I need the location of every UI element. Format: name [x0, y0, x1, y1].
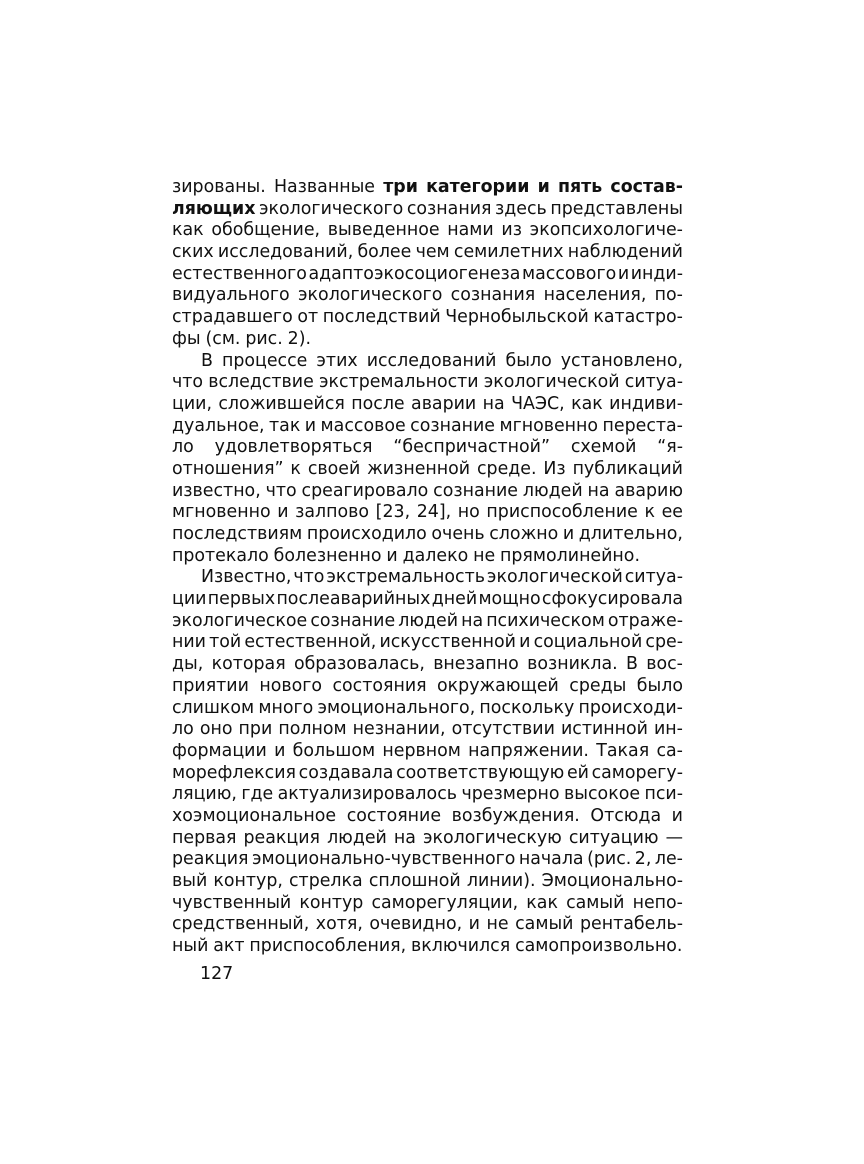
word: исследований [366, 350, 497, 371]
text-line [172, 264, 683, 286]
word: 2). [287, 328, 312, 349]
word: состояние [346, 805, 442, 826]
word: семилетних [453, 242, 564, 263]
word: не [473, 545, 496, 566]
word: мгновенно [499, 415, 599, 436]
text-line [172, 199, 683, 221]
text-line [172, 567, 683, 589]
word: страдавшего [172, 307, 293, 328]
word: как [526, 892, 558, 913]
word: оно [199, 719, 233, 740]
word: внезапно [433, 654, 519, 675]
word: экстремальности [318, 372, 479, 393]
word: экологического [258, 198, 404, 219]
word: социальной [533, 632, 643, 653]
word: возбуждения. [451, 805, 580, 826]
word: ей [566, 762, 589, 783]
word: и [468, 914, 480, 935]
word: саморегу- [591, 762, 683, 783]
word: сложно [489, 524, 559, 544]
word: той [209, 632, 242, 653]
word: са- [656, 740, 683, 761]
word: самый [566, 892, 625, 913]
word: экстремальность [326, 567, 485, 588]
word: ее [661, 502, 683, 523]
text-line [172, 719, 683, 741]
word: линии). [466, 871, 536, 891]
word: обобщение, [211, 220, 321, 241]
word: ситуа- [624, 567, 683, 588]
word: незнании, [352, 719, 446, 740]
word: состояния [332, 675, 427, 696]
word: наблюдений [567, 242, 683, 263]
word: формации [172, 740, 267, 761]
word: более [357, 242, 412, 263]
word: установлено, [560, 350, 683, 371]
text-line [172, 654, 683, 676]
word: что [172, 372, 204, 393]
word: вследствие [208, 372, 314, 393]
bold-word: состав- [610, 177, 683, 197]
word: послеаварийных [276, 589, 431, 610]
word: адаптоэкосоциогенеза [308, 263, 521, 284]
word: населения, [543, 285, 647, 306]
word: экологическое [172, 610, 308, 631]
word: контур [299, 892, 364, 913]
word: окружающей [437, 675, 559, 696]
word: известно, [172, 480, 261, 501]
text-line [172, 437, 683, 459]
word: сознания [450, 285, 536, 306]
word: на [393, 827, 416, 848]
word: индиви- [609, 393, 683, 414]
text-line [172, 459, 683, 481]
word: ЧАЭС, [511, 393, 565, 414]
word: сознание [310, 610, 396, 631]
word: — [665, 827, 683, 848]
word: 24], [416, 502, 452, 523]
text-line [172, 307, 683, 329]
text-line [172, 611, 683, 633]
word: дней [431, 589, 478, 610]
word: образовалась, [293, 654, 425, 675]
word: происходило [306, 524, 427, 544]
paragraph [172, 351, 683, 568]
word: контур, [213, 871, 283, 891]
text-line [172, 481, 683, 503]
word: Чернобыльской [445, 307, 589, 328]
text-line [172, 394, 683, 416]
word: удовлетворяться [214, 437, 373, 458]
word: напряжении. [468, 740, 589, 761]
text-line [172, 589, 683, 611]
word: людей [522, 480, 583, 501]
word: рентабель- [580, 914, 683, 935]
word: аварию [614, 480, 683, 501]
word: ции [172, 589, 207, 610]
word: ин- [654, 719, 683, 740]
bold-word: и [537, 177, 550, 197]
word: экологическую [422, 827, 562, 848]
word: хотя, [315, 914, 363, 935]
word: Такая [596, 740, 650, 761]
word: В [625, 654, 638, 675]
word: актуализировалось [277, 784, 457, 805]
page-number: 127 [200, 964, 234, 984]
word: чувственный [172, 892, 292, 913]
word: полном [278, 719, 347, 740]
word: прямолинейно. [500, 545, 640, 566]
word: отношения” [172, 458, 284, 479]
word: (см. [205, 328, 241, 349]
word: первых [207, 589, 276, 610]
word: нами [447, 220, 494, 241]
word: сфокусировала [541, 589, 683, 610]
word: и [277, 502, 289, 523]
text-line [172, 828, 683, 850]
word: так [269, 415, 301, 436]
word: ло [172, 719, 194, 740]
word: ляцию, [172, 784, 237, 805]
word: и [519, 632, 531, 653]
word: приспособление [486, 502, 638, 523]
word: сознание [410, 415, 495, 436]
bold-word: пять [557, 177, 603, 197]
word: чрезмерно [461, 784, 560, 805]
word: к [290, 458, 301, 479]
word: среагировало [301, 480, 429, 501]
word: к [644, 502, 655, 523]
text-line [172, 416, 683, 438]
word: ды, [172, 654, 204, 675]
word: пси- [644, 784, 683, 805]
word: схемой [570, 437, 637, 458]
word: 2, [634, 849, 652, 870]
word: происходи- [578, 697, 683, 718]
body-text [172, 177, 683, 958]
paragraph [172, 177, 683, 351]
word: ный [172, 936, 209, 957]
word: реакция [172, 849, 249, 870]
word: на [461, 610, 484, 631]
word: Отсюда [590, 805, 662, 826]
word: от [297, 307, 319, 328]
word: Эмоционально- [541, 871, 683, 891]
word: эмоционального, [317, 697, 476, 718]
word: было [505, 350, 552, 371]
word: сре- [645, 632, 683, 653]
text-line [172, 546, 683, 568]
word: и [386, 545, 398, 566]
word: после [351, 393, 405, 414]
word: дуальное, [172, 415, 265, 436]
word: хоэмоциональное [172, 805, 337, 826]
word: создавала [298, 762, 394, 783]
word: экопсихологиче- [529, 220, 683, 241]
text-line [172, 502, 683, 524]
word: ло [172, 437, 194, 458]
word: очень [431, 524, 485, 544]
bold-word: три [383, 177, 418, 197]
text-line [172, 329, 683, 351]
word: инди- [630, 263, 683, 284]
word: чем [415, 242, 450, 263]
word: и [562, 524, 575, 544]
text-line [172, 741, 683, 763]
word: из [501, 220, 522, 241]
word: рис. [245, 328, 283, 349]
word: “я- [657, 437, 683, 458]
word: психическом [486, 610, 605, 631]
word: первая [172, 827, 237, 848]
word: жизненной [367, 458, 471, 479]
word: протекало [172, 545, 269, 566]
word: где [241, 784, 274, 805]
word: высокое [564, 784, 641, 805]
word: “беспричастной” [393, 437, 550, 458]
word: своей [307, 458, 361, 479]
word: далеко [402, 545, 469, 566]
word: непо- [632, 892, 683, 913]
word: (рис. [587, 849, 632, 870]
text-line [172, 372, 683, 394]
word: стрелка [289, 871, 363, 891]
word: экологической [483, 372, 620, 393]
word: ситуацию [568, 827, 659, 848]
word: по- [654, 285, 683, 306]
word: среды [569, 675, 627, 696]
word: самый [515, 914, 574, 935]
word: нервном [382, 740, 461, 761]
word: ситуа- [624, 372, 683, 393]
text-line [172, 285, 683, 307]
word: массовое [320, 415, 406, 436]
bold-word: ляющих [172, 198, 256, 219]
text-line [172, 936, 683, 958]
word: нового [259, 675, 323, 696]
text-line [172, 914, 683, 936]
word: Названные [273, 177, 376, 197]
word: при [238, 719, 273, 740]
text-line [172, 351, 683, 373]
word: выведенное [327, 220, 440, 241]
bold-word: категории [426, 177, 530, 197]
word: Из [543, 458, 566, 479]
word: залпово [295, 502, 370, 523]
word: возникла. [527, 654, 618, 675]
word: естественного [172, 263, 307, 284]
word: не [486, 914, 509, 935]
word: сознание [433, 480, 519, 501]
word: видуального [172, 285, 290, 306]
word: сложившейся [218, 393, 345, 414]
word: приятии [172, 675, 249, 696]
word: Известно, [201, 567, 292, 588]
text-line [172, 524, 683, 546]
word: было [636, 675, 683, 696]
text-line [172, 177, 683, 199]
word: последствиям [172, 524, 303, 544]
word: мгновенно [172, 502, 271, 523]
word: которая [211, 654, 286, 675]
word: экологического [298, 285, 443, 306]
text-line [172, 893, 683, 915]
word: включился [410, 936, 511, 957]
word: зированы. [172, 177, 266, 197]
text-line [172, 242, 683, 264]
word: здесь [495, 198, 547, 219]
word: очевидно, [369, 914, 463, 935]
word: естественной, [244, 632, 377, 653]
word: и [617, 263, 630, 284]
word: и [274, 740, 286, 761]
word: ции, [172, 393, 212, 414]
word: и [671, 805, 683, 826]
word: аварии [411, 393, 477, 414]
text-line [172, 784, 683, 806]
word: фы [172, 328, 201, 349]
word: длительно, [578, 524, 683, 544]
word: поскольку [479, 697, 575, 718]
word: мощно [478, 589, 541, 610]
text-line [172, 676, 683, 698]
text-line [172, 871, 683, 893]
word: вос- [646, 654, 683, 675]
word: ле- [654, 849, 683, 870]
word: представлены [550, 198, 683, 219]
word: средственный, [172, 914, 310, 935]
word: и [304, 415, 317, 436]
text-line [172, 698, 683, 720]
word: публикаций [572, 458, 683, 479]
word: исследований, [217, 242, 354, 263]
text-line [172, 849, 683, 871]
word: начала [518, 849, 584, 870]
word: отсутствии [451, 719, 555, 740]
word: этих [316, 350, 358, 371]
text-line [172, 632, 683, 654]
word: много [258, 697, 314, 718]
text-line [172, 220, 683, 242]
word: ских [172, 242, 214, 263]
word: катастро- [593, 307, 683, 328]
word: морефлексия [172, 762, 297, 783]
word: на [587, 480, 610, 501]
word: большом [292, 740, 376, 761]
word: слишком [172, 697, 255, 718]
word: процессе [221, 350, 308, 371]
word: на [482, 393, 505, 414]
word: массового [522, 263, 617, 284]
paragraph [172, 567, 683, 957]
word: искусственной [379, 632, 516, 653]
word: болезненно [273, 545, 382, 566]
text-line [172, 763, 683, 785]
word: соответствующую [396, 762, 565, 783]
word: что [293, 567, 325, 588]
word: как [571, 393, 603, 414]
word: эмоционально-чувственного [252, 849, 516, 870]
text-line [172, 806, 683, 828]
word: приспособления, [249, 936, 407, 957]
word: людей [398, 610, 459, 631]
word: вый [172, 871, 208, 891]
word: нии [172, 632, 206, 653]
word: В [201, 350, 213, 371]
word: что [265, 480, 297, 501]
word: самопроизвольно. [515, 936, 683, 957]
word: [23, [375, 502, 411, 523]
word: сознания [406, 198, 492, 219]
word: как [172, 220, 204, 241]
word: последствий [322, 307, 441, 328]
word: людей [327, 827, 387, 848]
word: акт [213, 936, 245, 957]
word: саморегуляции, [371, 892, 519, 913]
word: экологической [486, 567, 623, 588]
word: истинной [560, 719, 648, 740]
word: среде. [476, 458, 537, 479]
word: сплошной [368, 871, 461, 891]
word: реакция [243, 827, 321, 848]
word: но [457, 502, 480, 523]
word: переста- [602, 415, 683, 436]
word: отраже- [607, 610, 683, 631]
